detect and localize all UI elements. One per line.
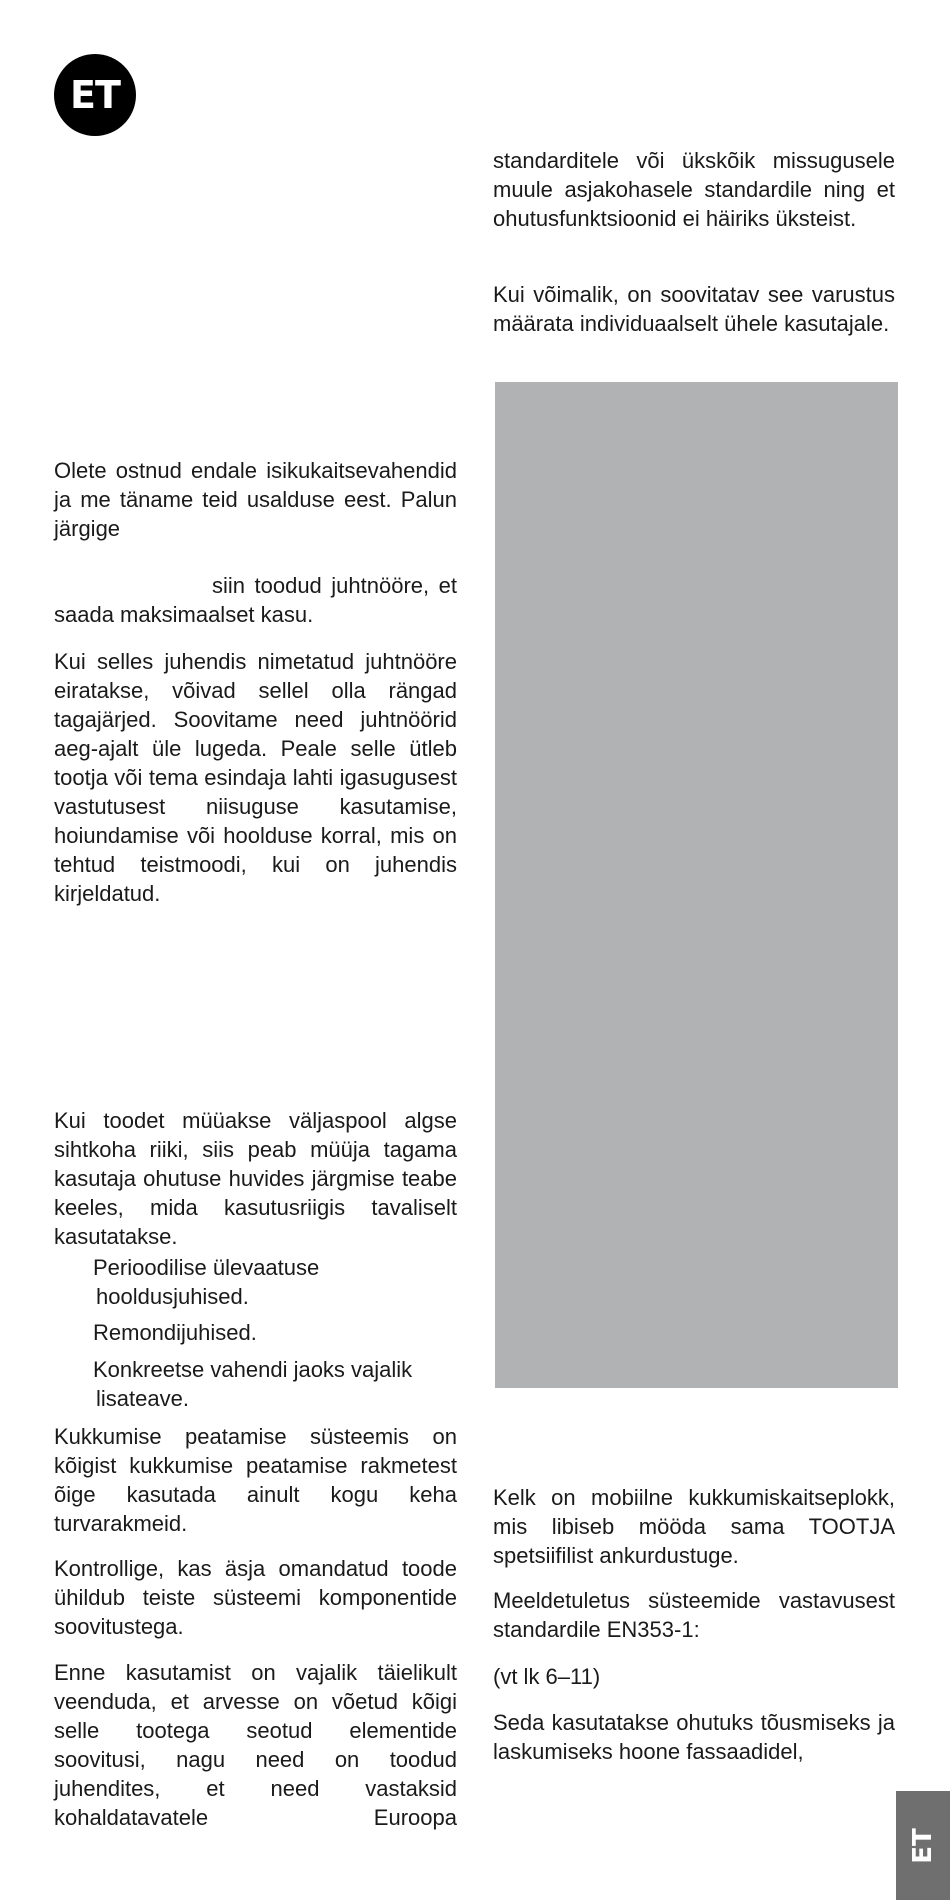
- image-placeholder: [495, 382, 898, 1388]
- language-badge: [54, 54, 136, 136]
- list-item-repair: [93, 1318, 457, 1347]
- list-item-inspection-line2: hooldusjuhised.: [96, 1284, 249, 1309]
- left-paragraph-resale: Kui toodet müüakse väljaspool algse sihtkoha riiki, siis peab müüja tagama kasutaja ohutuse huvides järgmise teabe keeles, mida kasutusriigis tavaliselt kasutatakse.: [54, 1108, 457, 1249]
- list-item-inspection-line1: Perioodilise ülevaatuse: [93, 1255, 320, 1280]
- list-item-inspection: [93, 1253, 457, 1311]
- left-paragraph-intro: Olete ostnud endale isikukaitsevahendid ja me täname teid usalduse eest. Palun järgige: [54, 458, 457, 541]
- right-paragraph-individual-use: Kui võimalik, on soovitatav see varustus määrata individuaalselt ühele kasutajale.: [493, 282, 895, 336]
- right-paragraph-standards: standarditele või ükskõik missugusele muule asjakohasele standardile ning et ohutusfunktsioonid ei häiriks üksteist.: [493, 148, 895, 231]
- right-paragraph-kelk: Kelk on mobiilne kukkumiskaitseplokk, mis libiseb mööda sama TOOTJA spetsiifilist ankurdustuge.: [493, 1485, 895, 1568]
- language-side-tab-label: ET: [908, 1827, 938, 1864]
- right-paragraph-usage: Seda kasutatakse ohutuks tõusmiseks ja laskumiseks hoone fassaadidel,: [493, 1710, 895, 1764]
- language-side-tab: [896, 1791, 950, 1900]
- right-paragraph-page-ref: (vt lk 6–11): [493, 1664, 601, 1689]
- left-paragraph-warning: Kui selles juhendis nimetatud juhtnööre eiratakse, võivad sellel olla rängad tagajärjed. Soovitame need juhtnöörid aeg-ajalt üle lugeda. Peale selle ütleb tootja või tema esindaja lahti igasugusest vastutusest niisuguse kasutamise, hoiundamise või hoolduse korral, mis on tehtud teistmoodi, kui on juhendis kirjeldatud.: [54, 649, 457, 906]
- left-paragraph-intro-continued: siin toodud juhtnööre, et saada maksimaalset kasu.: [54, 573, 457, 627]
- right-paragraph-reminder: Meeldetuletus süsteemide vastavusest standardile EN353-1:: [493, 1588, 895, 1642]
- left-paragraph-harness: Kukkumise peatamise süsteemis on kõigist kukkumise peatamise rakmetest õige kasutada ainult kogu keha turvarakmeid.: [54, 1424, 457, 1536]
- left-paragraph-compatibility: Kontrollige, kas äsja omandatud toode ühildub teiste süsteemi komponentide soovitustega.: [54, 1556, 457, 1639]
- list-item-repair-line1: Remondijuhised.: [93, 1320, 257, 1345]
- list-item-additional-info: [93, 1355, 457, 1413]
- list-item-additional-info-line2: lisateave.: [96, 1386, 189, 1411]
- language-badge-label: ET: [70, 73, 120, 117]
- left-paragraph-before-use: Enne kasutamist on vajalik täielikult veenduda, et arvesse on võetud kõigi selle tootega seotud elementide soovitusi, nagu need on toodud juhendites, et need vastaksid kohaldatavatele Euroopa: [54, 1660, 457, 1830]
- list-item-additional-info-line1: Konkreetse vahendi jaoks vajalik: [93, 1357, 413, 1382]
